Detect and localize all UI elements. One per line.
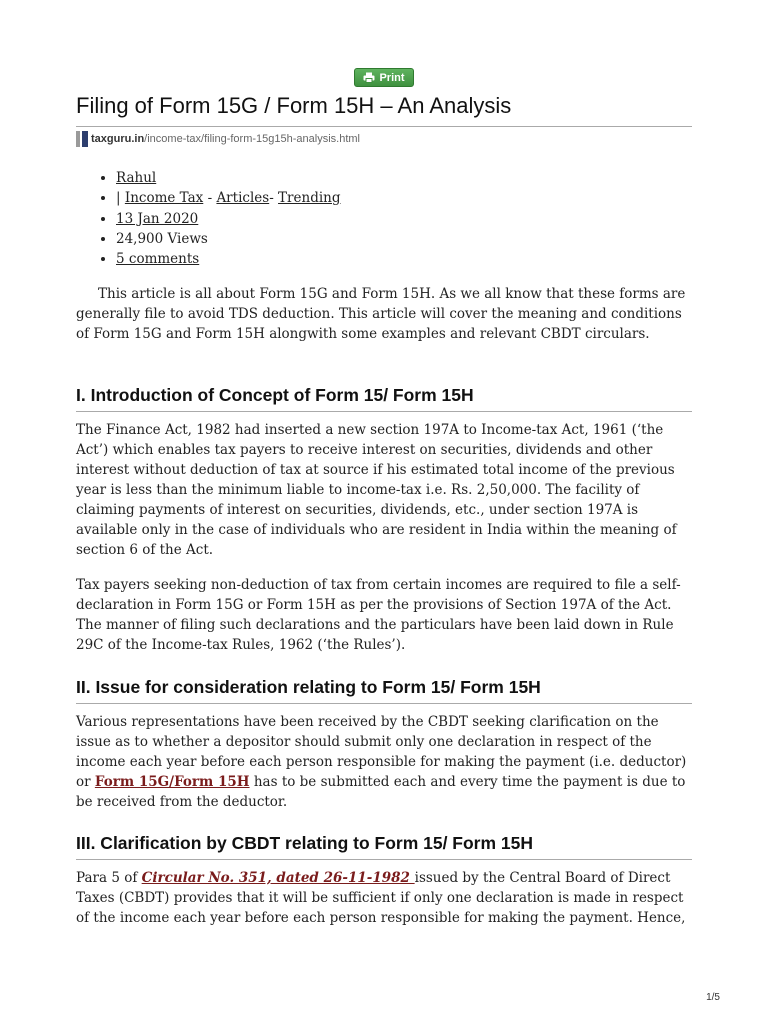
- meta-categories-item: [116, 188, 340, 208]
- source-domain: taxguru.in: [91, 133, 145, 145]
- article-meta-list: [98, 168, 340, 269]
- print-button[interactable]: [354, 68, 414, 87]
- document-page: [76, 0, 692, 1024]
- category-link-articles[interactable]: Articles: [216, 190, 270, 207]
- meta-comments-item: [116, 249, 340, 269]
- section-divider: [76, 411, 692, 412]
- category-link-trending[interactable]: Trending: [278, 190, 341, 207]
- source-url[interactable]: [76, 131, 360, 147]
- section-1-paragraph-2: Tax payers seeking non-deduction of tax from certain incomes are required to file a self-declaration in Form 15G or Form 15H as per the provisions of Section 197A of the Act. The manner of filing such declarations and the particulars have been laid down in Rule 29C of the Income-tax Rules, 1962 (‘the Rules’).: [76, 577, 681, 653]
- section-2-paragraph-1: [76, 712, 692, 812]
- section-divider: [76, 859, 692, 860]
- section-3-text: issued by the Central Board of Direct Taxes (CBDT) provides that it will be sufficient if only one declaration is made in respect of the income each year before each person responsible for making the payment. Hence,: [76, 870, 686, 926]
- source-bar-icon: [76, 131, 80, 147]
- meta-date-item: [116, 209, 340, 229]
- intro-paragraph: This article is all about Form 15G and Form 15H. As we all know that these forms are generally file to avoid TDS deduction. This article will cover the meaning and conditions of Form 15G and Form 15H alongwith some examples and relevant CBDT circulars.: [76, 286, 686, 342]
- meta-views-item: • 24,900 Views: [116, 229, 340, 249]
- printer-icon: [363, 72, 375, 83]
- section-heading-issue: II. Issue for consideration relating to Form 15/ Form 15H: [76, 677, 541, 697]
- author-link[interactable]: Rahul: [116, 170, 157, 186]
- meta-dash: -: [269, 190, 274, 207]
- section-divider: [76, 703, 692, 704]
- section-3-text: Para 5 of: [76, 870, 142, 886]
- category-link-income-tax[interactable]: Income Tax: [124, 190, 204, 207]
- meta-author-item: [116, 168, 340, 188]
- section-heading-clarification: III. Clarification by CBDT relating to Form 15/ Form 15H: [76, 833, 534, 853]
- meta-separator: |: [116, 190, 121, 207]
- section-3-paragraph-1: [76, 868, 692, 928]
- meta-dash: -: [207, 190, 213, 207]
- source-bar-icon: [82, 131, 88, 147]
- print-button-label: Print: [379, 71, 405, 84]
- source-path: /income-tax/filing-form-15g15h-analysis.html: [144, 133, 360, 145]
- date-link[interactable]: 13 Jan 2020: [116, 210, 199, 227]
- section-2-text: has to be submitted each and every time the payment is due to be received from the deductor.: [76, 774, 686, 810]
- section-2-text: Various representations have been received by the CBDT seeking clarification on the issue as to whether a depositor should submit only one declaration in respect of the income each year before each person responsible for making the payment (i.e. deductor) or: [76, 714, 687, 790]
- title-divider: [76, 126, 692, 127]
- section-heading-introduction: I. Introduction of Concept of Form 15/ Form 15H: [76, 385, 474, 405]
- form-15g-15h-link[interactable]: Form 15G/Form 15H: [94, 774, 250, 790]
- page-number: 1/5: [706, 992, 720, 1003]
- circular-351-link[interactable]: Circular No. 351, dated 26-11-1982: [141, 870, 415, 886]
- article-title: Filing of Form 15G / Form 15H – An Analysis: [76, 93, 512, 118]
- comments-link[interactable]: 5 comments: [116, 251, 200, 268]
- section-1-paragraph-1: The Finance Act, 1982 had inserted a new section 197A to Income-tax Act, 1961 (‘the Act’) which enables tax payers to receive interest on securities, dividends and other interest without deduction of tax at source if his estimated total income of the previous year is less than the minimum liable to income-tax i.e. Rs. 2,50,000. The facility of claiming payments of interest on securities, dividends, etc., under section 197A is available only in the case of individuals who are resident in India within the meaning of section 6 of the Act.: [76, 422, 677, 558]
